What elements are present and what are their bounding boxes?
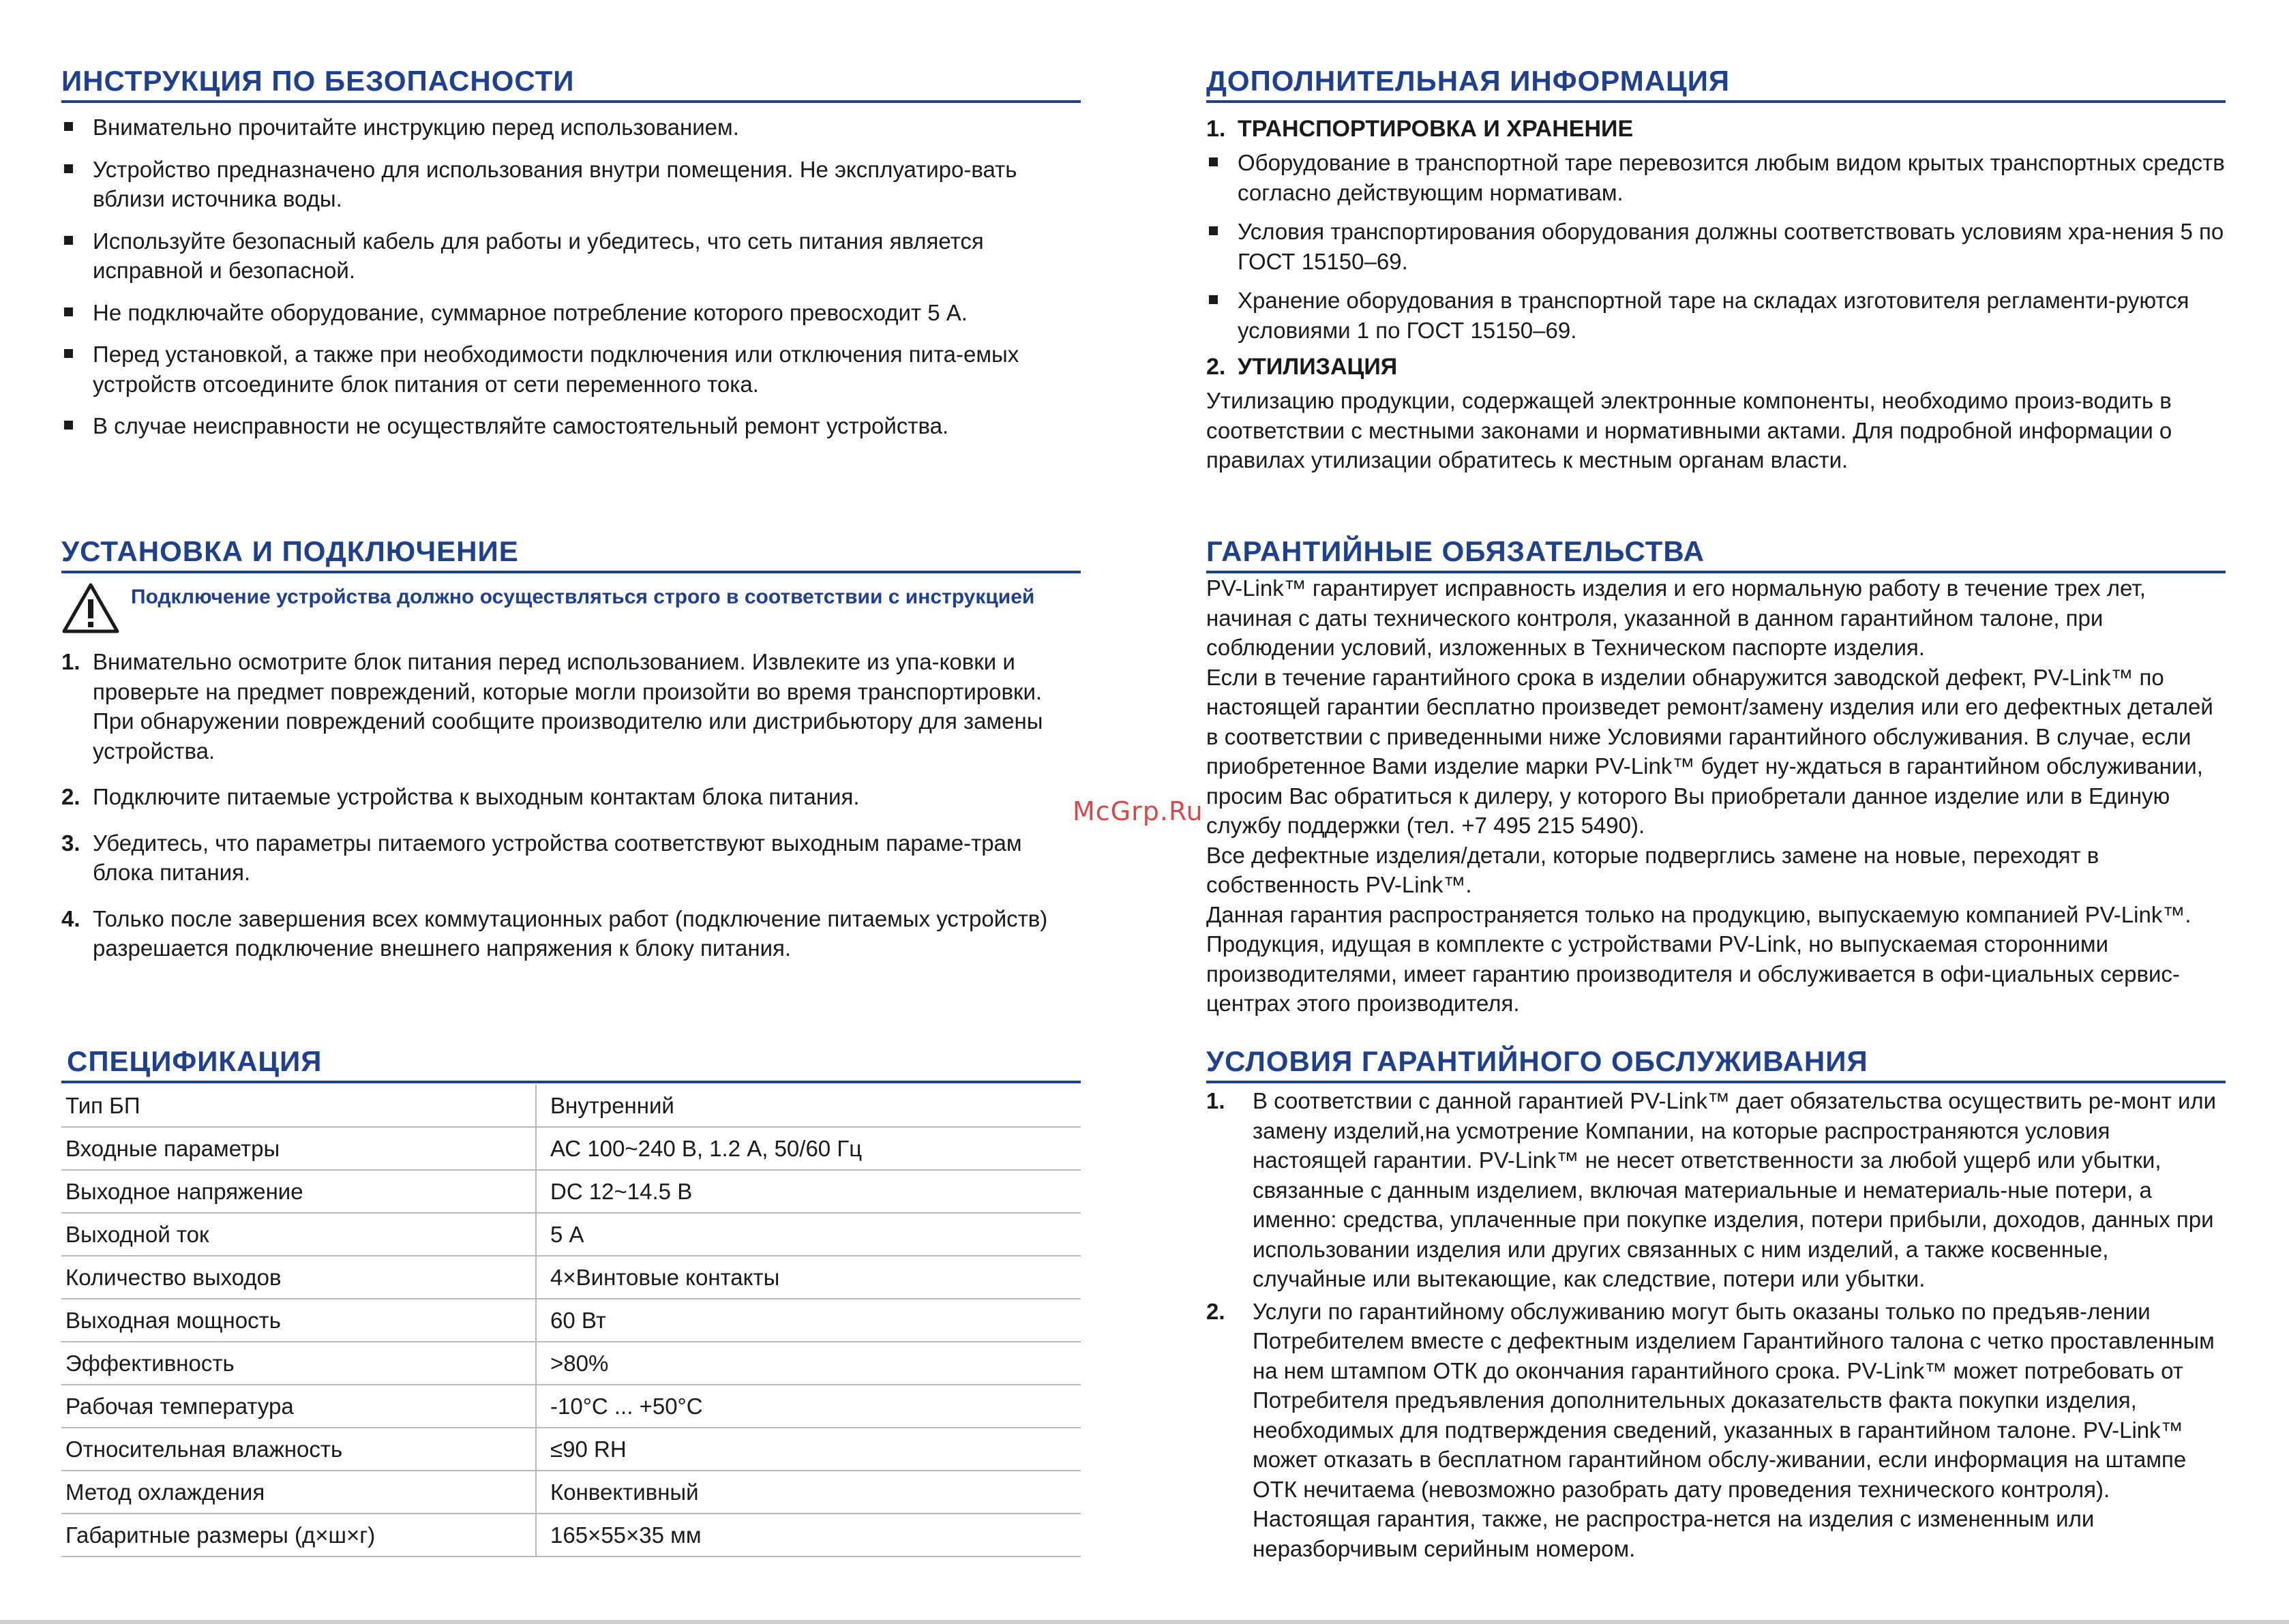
table-row [61, 1213, 1081, 1256]
table-row [61, 1299, 1081, 1342]
list-item: Внимательно прочитайте инструкцию перед использованием. [61, 112, 1081, 142]
page-bottom-rule [0, 1620, 2289, 1624]
step-text: Внимательно осмотрите блок питания перед использованием. Извлеките из упа-ковки и проверьте на предмет повреждений, которые могли произойти во время транспортировки. При обнаружении повреждений сообщите производителю или дистрибьютору для замены устройства. [93, 649, 1043, 764]
warranty-paragraph: Если в течение гарантийного срока в изделии обнаружится заводской дефект, PV-Link™ по настоящей гарантии бесплатно произведет ремонт/замену изделия или его дефектных деталей в соответствии с приведенными ниже Условиями гарантийного обслуживания. В случае, если приобретенное Вами изделие марки PV-Link™ будет ну-ждаться в гарантийном обслуживании, просим Вас обратиться к дилеру, у которого Вы приобретали данное изделие или в Единую службу поддержки (тел. +7 495 215 5490). [1206, 664, 2213, 838]
table-row [61, 1342, 1081, 1385]
table-row [61, 1256, 1081, 1299]
list-item: Перед установкой, а также при необходимости подключения или отключения пита-емых устройств отсоедините блок питания от сети переменного тока. [61, 340, 1081, 399]
warranty-heading: ГАРАНТИЙНЫЕ ОБЯЗАТЕЛЬСТВА [1206, 535, 2226, 573]
subheading-title: ТРАНСПОРТИРОВКА И ХРАНЕНИЕ [1238, 116, 1634, 142]
watermark: McGrp.Ru [1073, 796, 1203, 826]
step-number: 3. [61, 830, 80, 856]
spec-key: Выходной ток [61, 1213, 536, 1256]
disposal-subheading [1206, 352, 2226, 382]
subheading-title: УТИЛИЗАЦИЯ [1238, 354, 1398, 380]
item-number: 2. [1206, 1298, 1225, 1324]
spec-value: 165×55×35 мм [536, 1514, 1081, 1557]
spec-value: 5 А [536, 1213, 1081, 1256]
table-row [61, 1514, 1081, 1557]
step-number: 1. [61, 649, 80, 674]
spec-key: Габаритные размеры (д×ш×г) [61, 1514, 536, 1557]
spec-table [61, 1085, 1081, 1557]
additional-heading: ДОПОЛНИТЕЛЬНАЯ ИНФОРМАЦИЯ [1206, 64, 2226, 103]
list-item [1206, 1297, 2226, 1564]
table-row [61, 1085, 1081, 1127]
safety-heading: ИНСТРУКЦИЯ ПО БЕЗОПАСНОСТИ [61, 64, 1081, 103]
list-item [61, 904, 1081, 963]
spec-value: Внутренний [536, 1085, 1081, 1127]
spec-value: Конвективный [536, 1471, 1081, 1514]
safety-section [61, 64, 1081, 453]
spec-heading: СПЕЦИФИКАЦИЯ [61, 1044, 1081, 1083]
list-item: Условия транспортирования оборудования должны соответствовать условиям хра-нения 5 по ГОСТ 15150–69. [1206, 217, 2226, 276]
table-row [61, 1471, 1081, 1514]
list-item [61, 828, 1081, 888]
table-row [61, 1127, 1081, 1170]
spec-key: Выходная мощность [61, 1299, 536, 1342]
warranty-paragraph: Данная гарантия распространяется только на продукцию, выпускаемую компанией PV-Link™. Продукция, идущая в комплекте с устройствами PV-Link, но выпускаемая сторонними производителями, имеет гарантию производителя и обслуживается в офи-циальных сервис-центрах этого производителя. [1206, 901, 2191, 1016]
table-row [61, 1170, 1081, 1213]
warranty-section [1206, 535, 2226, 1019]
spec-key: Эффективность [61, 1342, 536, 1385]
list-item [61, 647, 1081, 766]
item-text: В соответствии с данной гарантией PV-Link™ дает обязательства осуществить ре-монт или замену изделий,на усмотрение Компании, на которые распространяются условия настоящей гарантии. PV-Link™ не несет ответственности за любой ущерб или убытки, связанные с данным изделием, включая материальные и нематериаль-ные потери, а именно: средства, уплаченные при покупке изделия, потери прибыли, доходов, данных при использовании изделия или других связанных с ним изделий, а также косвенные, случайные или вытекающие, как следствие, потери или убытки. [1253, 1088, 2217, 1291]
safety-list [61, 112, 1081, 441]
step-text: Только после завершения всех коммутационных работ (подключение питаемых устройств) разрешается подключение внешнего напряжения к блоку питания. [93, 905, 1048, 961]
step-text: Подключите питаемые устройства к выходным контактам блока питания. [93, 784, 860, 809]
conditions-section [1206, 1044, 2226, 1566]
install-section [61, 535, 1081, 980]
table-row [61, 1428, 1081, 1471]
spec-value: -10°С ... +50°С [536, 1385, 1081, 1428]
spec-key: Рабочая температура [61, 1385, 536, 1428]
warranty-paragraph: Все дефектные изделия/детали, которые подверглись замене на новые, переходят в собственность PV-Link™. [1206, 842, 2099, 897]
install-heading: УСТАНОВКА И ПОДКЛЮЧЕНИЕ [61, 535, 1081, 573]
spec-key: Метод охлаждения [61, 1471, 536, 1514]
warranty-paragraph: PV-Link™ гарантирует исправность изделия и его нормальную работу в течение трех лет, начиная с даты технического контроля, указанной в данном гарантийном талоне, при соблюдении условий, изложенных в Техническом паспорте изделия. [1206, 575, 2146, 660]
spec-key: Относительная влажность [61, 1428, 536, 1471]
warning-triangle-icon [61, 582, 120, 635]
list-item: В случае неисправности не осуществляйте самостоятельный ремонт устройства. [61, 411, 1081, 441]
list-item: Устройство предназначено для использования внутри помещения. Не эксплуатиро-вать вблизи источника воды. [61, 155, 1081, 214]
subheading-number: 2. [1206, 354, 1226, 380]
item-text: Услуги по гарантийному обслуживанию могут быть оказаны только по предъяв-лении Потребителем вместе с дефектным изделием Гарантийного талона с четко проставленным на нем штампом ОТК до окончания гарантийного срока. PV-Link™ может потребовать от Потребителя предъявления дополнительных доказательств факта покупки изделия, необходимых для подтверждения сведений, указанных в гарантийном талоне. PV-Link™ может отказать в бесплатном гарантийном обслу-живании, если информация на штампе ОТК нечитаема (невозможно разобрать дату проведения технического контроля). Настоящая гарантия, также, не распростра-нется на изделия с измененным или неразборчивым серийным номером. [1253, 1298, 2215, 1561]
step-number: 4. [61, 905, 80, 931]
warning-text: Подключение устройства должно осуществляться строго в соответствии с инструкцией [131, 586, 1035, 608]
disposal-text: Утилизацию продукции, содержащей электронные компоненты, необходимо произ-водить в соответствии с местными законами и нормативными актами. Для подробной информации о правилах утилизации обратитесь к местным органам власти. [1206, 388, 2172, 472]
spec-key: Выходное напряжение [61, 1170, 536, 1213]
item-number: 1. [1206, 1088, 1225, 1113]
conditions-heading: УСЛОВИЯ ГАРАНТИЙНОГО ОБСЛУЖИВАНИЯ [1206, 1044, 2226, 1083]
warning-note [61, 582, 1081, 636]
spec-key: Входные параметры [61, 1127, 536, 1170]
spec-value: DC 12~14.5 В [536, 1170, 1081, 1213]
spec-value: 60 Вт [536, 1299, 1081, 1342]
list-item: Используйте безопасный кабель для работы и убедитесь, что сеть питания является исправной и безопасной. [61, 226, 1081, 286]
spec-key: Количество выходов [61, 1256, 536, 1299]
install-steps [61, 647, 1081, 963]
additional-section [1206, 64, 2226, 475]
transport-list [1206, 148, 2226, 345]
list-item: Хранение оборудования в транспортной таре на складах изготовителя регламенти-руются условиями 1 по ГОСТ 15150–69. [1206, 286, 2226, 345]
spec-value: АС 100~240 В, 1.2 А, 50/60 Гц [536, 1127, 1081, 1170]
spec-key: Тип БП [61, 1085, 536, 1127]
list-item [1206, 1086, 2226, 1294]
list-item: Оборудование в транспортной таре перевозится любым видом крытых транспортных средств согласно действующим нормативам. [1206, 148, 2226, 207]
spec-section [61, 1044, 1081, 1557]
table-row [61, 1385, 1081, 1428]
spec-value: ≤90 RH [536, 1428, 1081, 1471]
spec-value: >80% [536, 1342, 1081, 1385]
spec-table-body [61, 1085, 1081, 1557]
step-text: Убедитесь, что параметры питаемого устройства соответствуют выходным параме-трам блока питания. [93, 830, 1022, 885]
transport-subheading [1206, 114, 2226, 144]
subheading-number: 1. [1206, 116, 1226, 142]
step-number: 2. [61, 784, 80, 809]
spec-value: 4×Винтовые контакты [536, 1256, 1081, 1299]
conditions-list [1206, 1086, 2226, 1563]
list-item [61, 782, 1081, 812]
list-item: Не подключайте оборудование, суммарное потребление которого превосходит 5 А. [61, 298, 1081, 328]
